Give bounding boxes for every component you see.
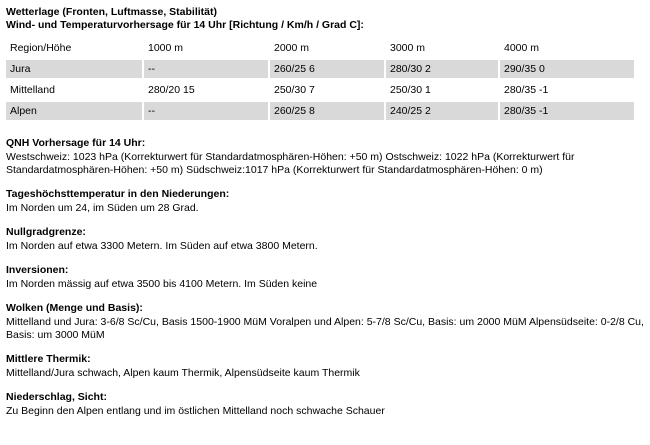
- table-row-jura: [6, 60, 634, 78]
- qnh-section: [6, 137, 646, 177]
- weather-situation-heading: Wetterlage (Fronten, Luftmasse, Stabilität): [6, 6, 217, 18]
- freezing-level-section: [6, 226, 646, 253]
- table-cell: 260/25 8: [270, 102, 384, 120]
- column-header-4000m: 4000 m: [504, 41, 540, 54]
- section-heading: Nullgradgrenze:: [6, 226, 86, 238]
- section-text: Im Norden auf etwa 3300 Metern. Im Süden auf etwa 3800 Metern.: [6, 240, 318, 252]
- table-cell: 290/35 0: [500, 60, 634, 78]
- section-text: Westschweiz: 1023 hPa (Korrekturwert für Standardatmosphären-Höhen: +50 m) Ostschweiz: 1022 hPa (Korrekturwert für Standardatmosphären-Höhen: +50 m) Südschweiz:1017 hPa (Korrekturwert für Standardatmosphären-Höhen: 0 m): [6, 151, 575, 176]
- table-row-mittelland: [6, 81, 634, 99]
- wind-temperature-table: [6, 36, 634, 123]
- section-heading: Inversionen:: [6, 264, 69, 276]
- table-cell: 280/20 15: [148, 83, 195, 96]
- section-text: Im Norden um 24, im Süden um 28 Grad.: [6, 202, 199, 214]
- table-cell: 250/30 7: [274, 83, 315, 96]
- section-text: Im Norden mässig auf etwa 3500 bis 4100 Metern. Im Süden keine: [6, 278, 318, 290]
- section-text: Mittelland und Jura: 3-6/8 Sc/Cu, Basis 1500-1900 MüM Voralpen und Alpen: 5-7/8 Sc/Cu, Basis: um 2000 MüM Alpensüdseite: 0-2/8 Cu, Basis: um 3000 MüM: [6, 316, 644, 341]
- section-heading: Tageshöchsttemperatur in den Niederungen:: [6, 188, 230, 200]
- table-cell: Jura: [6, 60, 142, 78]
- column-header-3000m: 3000 m: [390, 41, 426, 54]
- section-text: Zu Beginn den Alpen entlang und im östlichen Mittelland noch schwache Schauer: [6, 405, 385, 417]
- table-cell: Mittelland: [10, 83, 55, 96]
- column-header-region: Region/Höhe: [10, 41, 72, 54]
- max-temperature-section: [6, 188, 646, 215]
- table-cell: --: [144, 102, 268, 120]
- table-cell: 280/35 -1: [504, 83, 549, 96]
- wind-temperature-heading: Wind- und Temperaturvorhersage für 14 Uhr [Richtung / Km/h / Grad C]:: [6, 19, 364, 31]
- table-cell: 250/30 1: [390, 83, 431, 96]
- precipitation-visibility-section: [6, 391, 646, 418]
- section-heading: Wolken (Menge und Basis):: [6, 302, 143, 314]
- section-heading: Mittlere Thermik:: [6, 353, 91, 365]
- inversions-section: [6, 264, 646, 291]
- section-heading: QNH Vorhersage für 14 Uhr:: [6, 137, 146, 149]
- table-cell: 260/25 6: [270, 60, 384, 78]
- table-cell: 280/35 -1: [500, 102, 634, 120]
- table-cell: 240/25 2: [386, 102, 498, 120]
- table-cell: --: [144, 60, 268, 78]
- table-row-alpen: [6, 102, 634, 120]
- table-cell: Alpen: [6, 102, 142, 120]
- section-text: Mittelland/Jura schwach, Alpen kaum Thermik, Alpensüdseite kaum Thermik: [6, 367, 360, 379]
- table-cell: 280/30 2: [386, 60, 498, 78]
- clouds-section: [6, 302, 646, 342]
- section-heading: Niederschlag, Sicht:: [6, 391, 107, 403]
- column-header-2000m: 2000 m: [274, 41, 310, 54]
- column-header-1000m: 1000 m: [148, 41, 184, 54]
- table-header-row: [6, 39, 634, 57]
- thermals-section: [6, 353, 646, 380]
